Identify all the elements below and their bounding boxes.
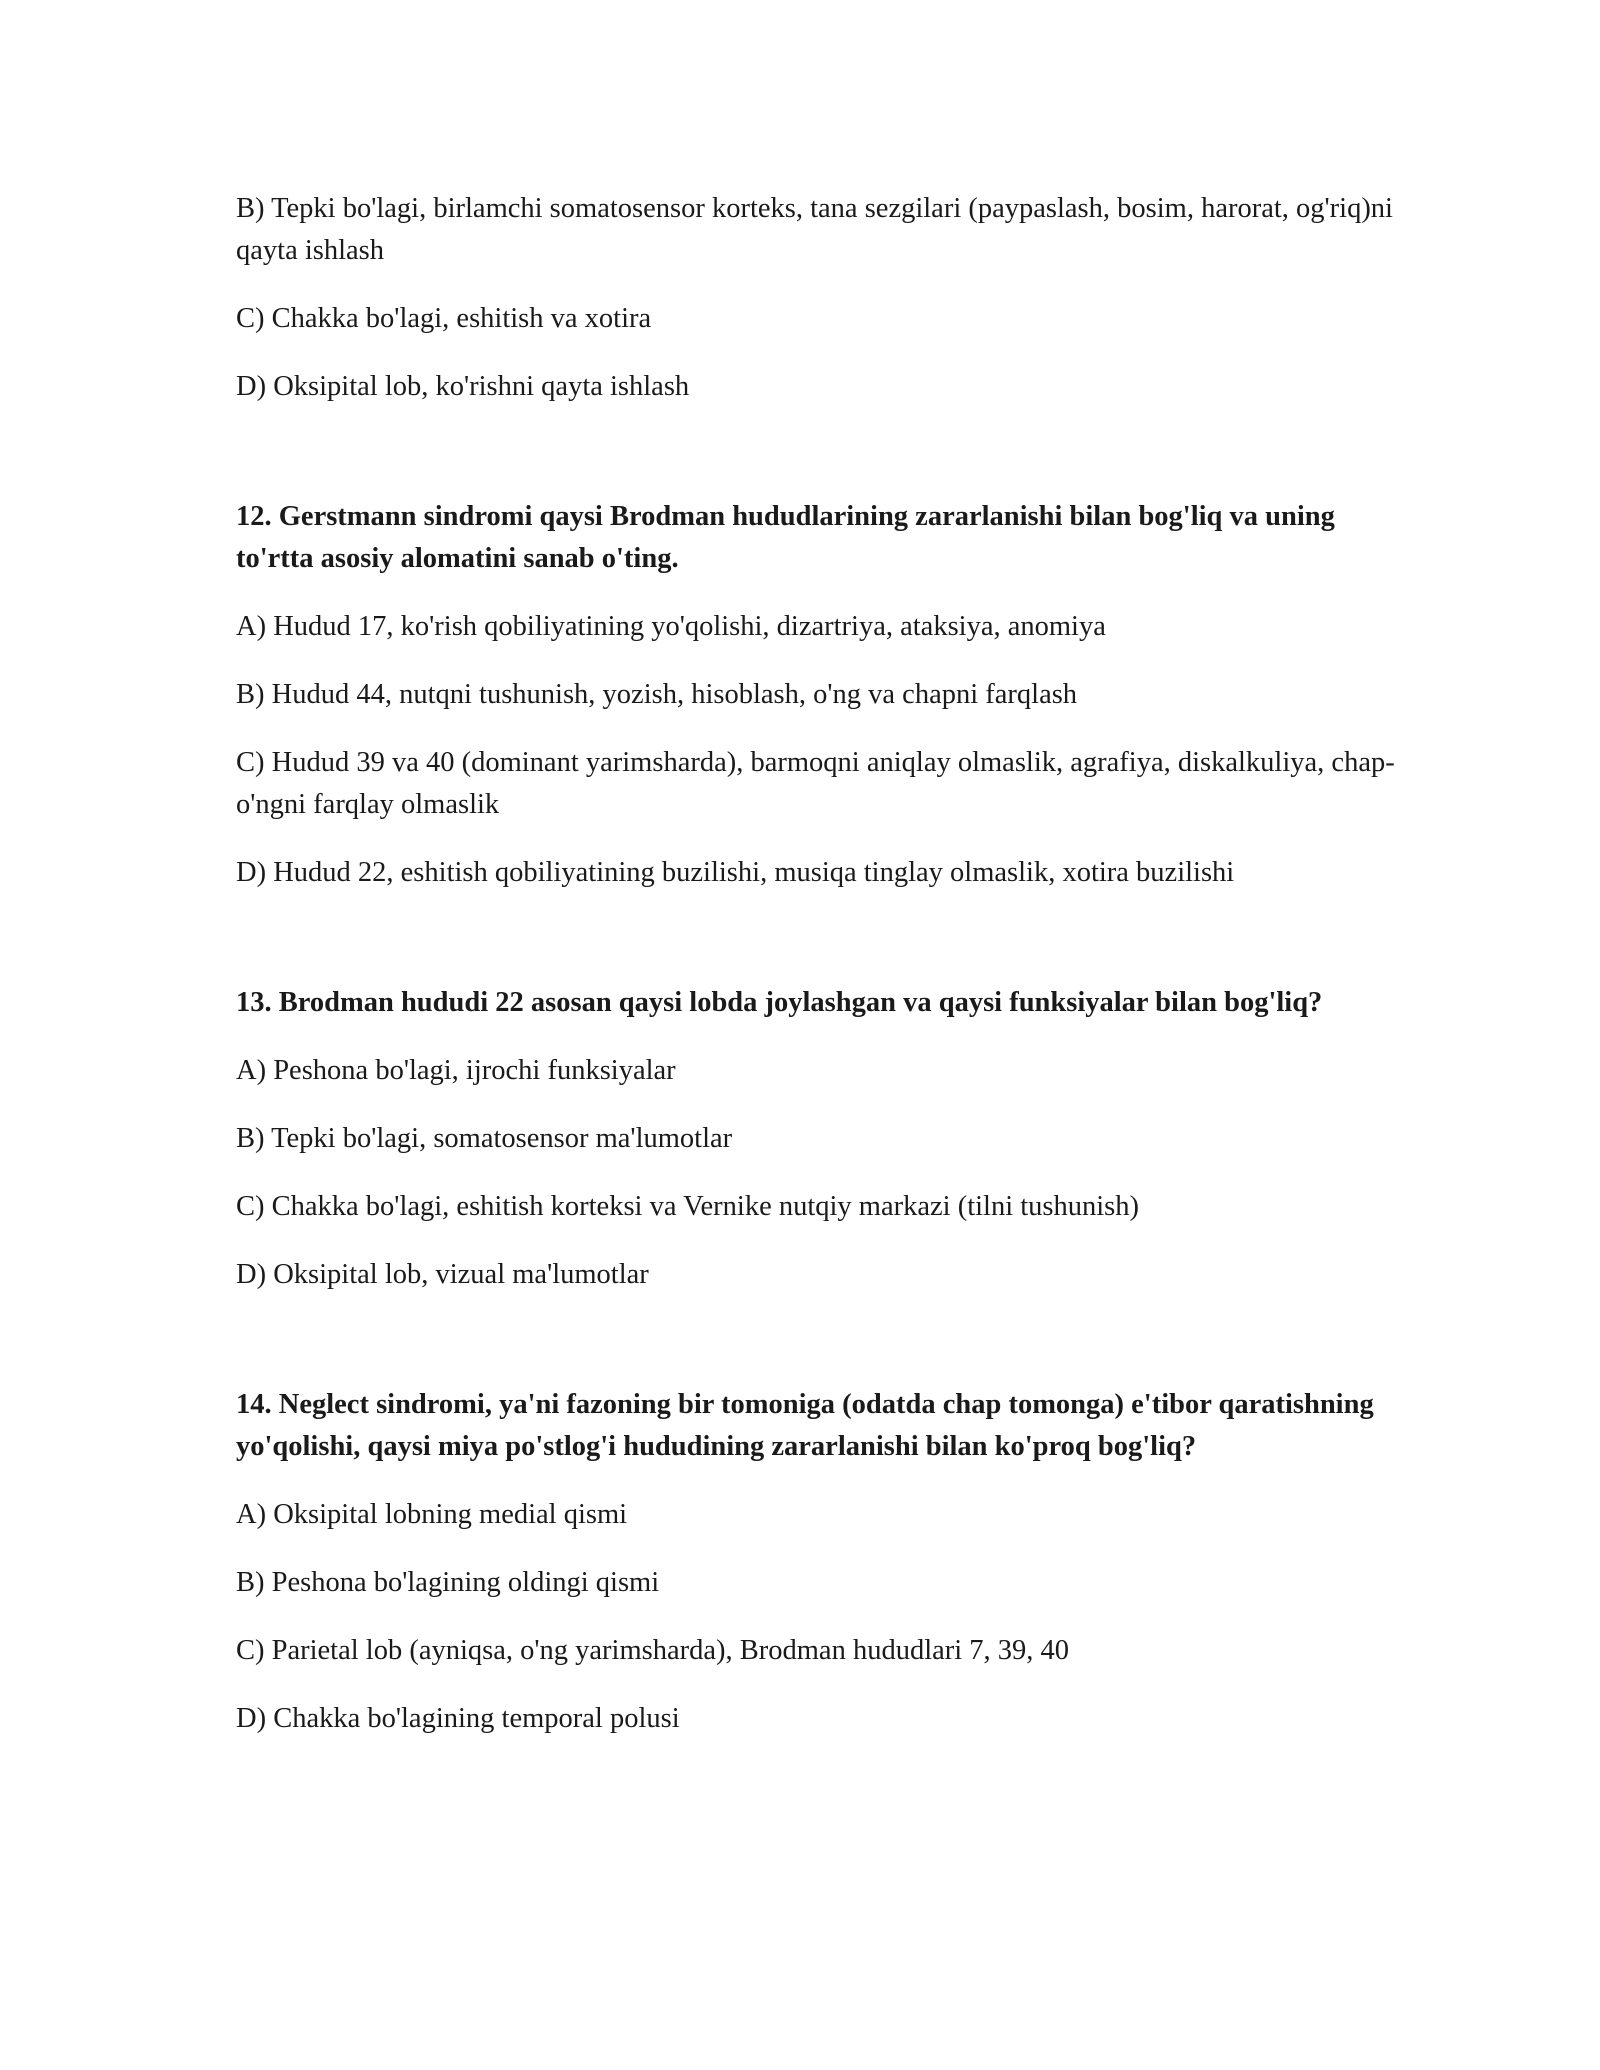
option-b: B) Tepki bo'lagi, somatosensor ma'lumotlar	[236, 1123, 733, 1154]
option-d: D) Oksipital lob, ko'rishni qayta ishlash	[236, 371, 690, 402]
question-11-continuation	[236, 188, 1396, 408]
option-d: D) Chakka bo'lagining temporal polusi	[236, 1703, 680, 1734]
option-b: B) Hudud 44, nutqni tushunish, yozish, hisoblash, o'ng va chapni farqlash	[236, 679, 1078, 710]
option-a: A) Hudud 17, ko'rish qobiliyatining yo'qolishi, dizartriya, ataksiya, anomiya	[236, 611, 1106, 642]
option-a: A) Oksipital lobning medial qismi	[236, 1499, 628, 1530]
question-14	[236, 1384, 1396, 1740]
option-c: C) Parietal lob (ayniqsa, o'ng yarimsharda), Brodman hududlari 7, 39, 40	[236, 1635, 1070, 1666]
option-c: C) Chakka bo'lagi, eshitish va xotira	[236, 303, 652, 334]
option-c: C) Chakka bo'lagi, eshitish korteksi va Vernike nutqiy markazi (tilni tushunish)	[236, 1191, 1140, 1222]
document-page	[236, 188, 1396, 1766]
question-title: 14. Neglect sindromi, ya'ni fazoning bir tomoniga (odatda chap tomonga) e'tibor qaratishning yo'qolishi, qaysi miya po'stlog'i hududining zararlanishi bilan ko'proq bog'liq?	[236, 1389, 1374, 1462]
option-c: C) Hudud 39 va 40 (dominant yarimsharda), barmoqni aniqlay olmaslik, agrafiya, diskalkuliya, chap-o'ngni farqlay olmaslik	[236, 747, 1395, 820]
question-title: 13. Brodman hududi 22 asosan qaysi lobda joylashgan va qaysi funksiyalar bilan bog'liq?	[236, 987, 1323, 1018]
question-title: 12. Gerstmann sindromi qaysi Brodman hududlarining zararlanishi bilan bog'liq va uning to'rtta asosiy alomatini sanab o'ting.	[236, 501, 1335, 574]
spacer	[236, 1322, 1396, 1384]
question-13	[236, 982, 1396, 1296]
spacer	[236, 920, 1396, 982]
option-a: A) Peshona bo'lagi, ijrochi funksiyalar	[236, 1055, 676, 1086]
question-12	[236, 496, 1396, 894]
option-d: D) Oksipital lob, vizual ma'lumotlar	[236, 1259, 649, 1290]
option-d: D) Hudud 22, eshitish qobiliyatining buzilishi, musiqa tinglay olmaslik, xotira buzilishi	[236, 857, 1235, 888]
spacer	[236, 434, 1396, 496]
option-b: B) Peshona bo'lagining oldingi qismi	[236, 1567, 660, 1598]
option-b: B) Tepki bo'lagi, birlamchi somatosensor korteks, tana sezgilari (paypaslash, bosim, harorat, og'riq)ni qayta ishlash	[236, 193, 1393, 266]
